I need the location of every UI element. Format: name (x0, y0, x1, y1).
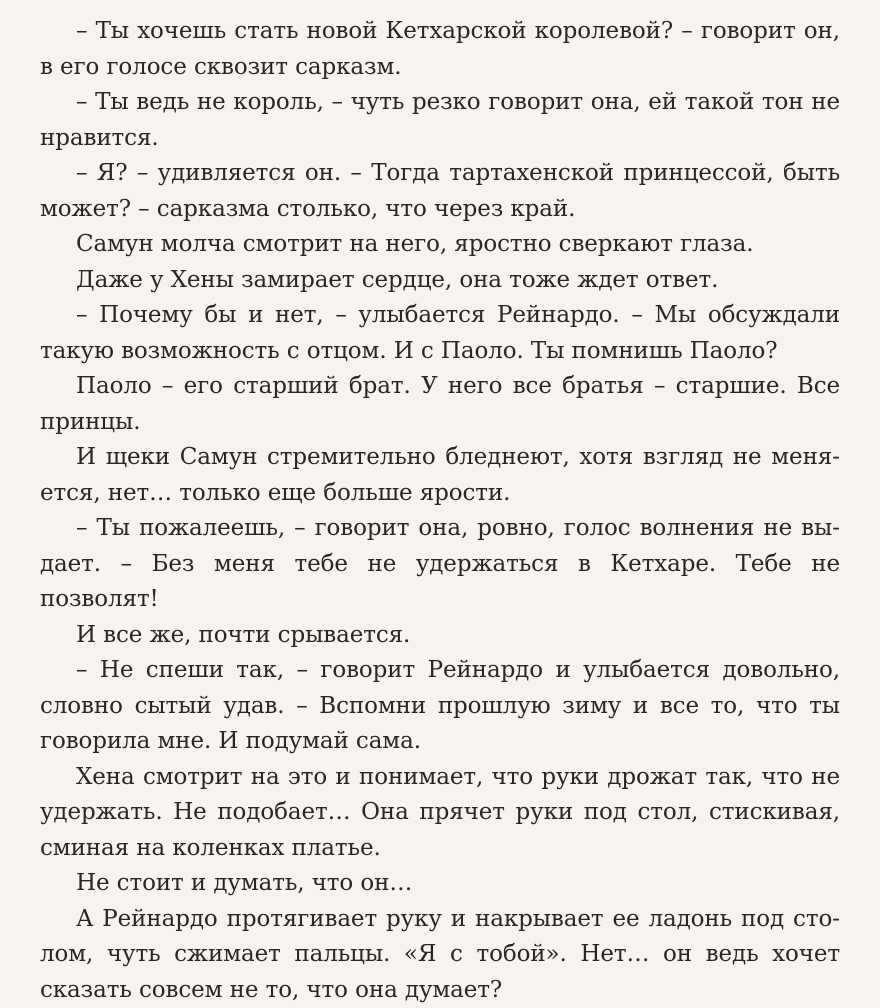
paragraph: – Ты ведь не король, – чуть резко говорит она, ей такой тон не нравится. (40, 85, 840, 156)
paragraph: Паоло – его старший брат. У него все братья – старшие. Все принцы. (40, 369, 840, 440)
paragraph: – Почему бы и нет, – улыбается Рейнардо. – Мы обсуждали такую возможность с отцом. И с Паоло. Ты помнишь Паоло? (40, 298, 840, 369)
paragraph: А Рейнардо протягивает руку и накрывает ее ладонь под столом, чуть сжимает пальцы. «Я с тобой». Нет… он ведь хочет сказать совсем не то, что она думает? (40, 902, 840, 1008)
paragraph: – Я? – удивляется он. – Тогда тартахенской принцессой, быть может? – сарказма столько, что через край. (40, 156, 840, 227)
paragraph: Не стоит и думать, что он… (40, 866, 840, 902)
paragraph: Даже у Хены замирает сердце, она тоже ждет ответ. (40, 263, 840, 299)
paragraph: Хена смотрит на это и понимает, что руки дрожат так, что не удержать. Не подобает… Она прячет руки под стол, стискивая, сминая на коленках платье. (40, 760, 840, 867)
paragraph: – Ты хочешь стать новой Кетхарской королевой? – говорит он, в его голосе сквозит сарказм. (40, 14, 840, 85)
paragraph: – Не спеши так, – говорит Рейнардо и улыбается довольно, словно сытый удав. – Вспомни прошлую зиму и все то, что ты говорила мне. И подумай сама. (40, 653, 840, 760)
paragraph: – Ты пожалеешь, – говорит она, ровно, голос волнения не выдает. – Без меня тебе не удержаться в Кетхаре. Тебе не позволят! (40, 511, 840, 618)
paragraph: И щеки Самун стремительно бледнеют, хотя взгляд не меняется, нет… только еще больше ярости. (40, 440, 840, 511)
paragraph: И все же, почти срывается. (40, 618, 840, 654)
paragraph: Самун молча смотрит на него, яростно сверкают глаза. (40, 227, 840, 263)
